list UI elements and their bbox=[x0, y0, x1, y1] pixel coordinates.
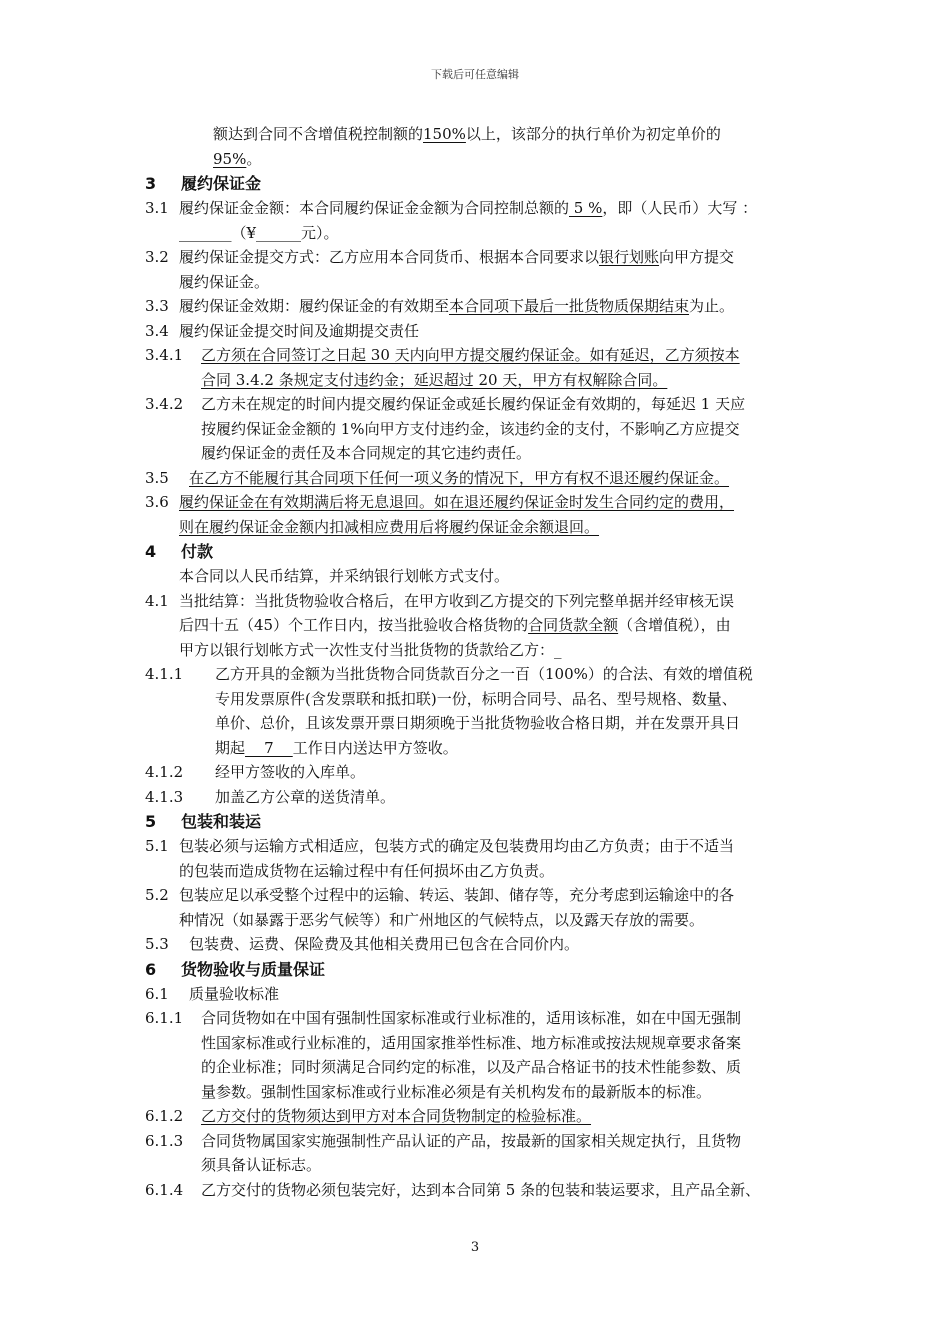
clause-4-1-3: 4.1.3 加盖乙方公章的送货清单。 bbox=[145, 787, 396, 806]
text-line: 单价、总价，且该发票开票日期须晚于当批货物验收合格日期，并在发票开具日 bbox=[215, 714, 741, 732]
text-line: 专用发票原件(含发票联和抵扣联)一份，标明合同号、品名、型号规格、数量、 bbox=[215, 689, 737, 708]
text-line: 期起 7 工作日内送达甲方签收。 bbox=[215, 738, 458, 757]
clause-3-4-2: 3.4.2 乙方未在规定的时间内提交履约保证金或延长履约保证金有效期的，每延迟 1 天应 bbox=[145, 395, 746, 413]
clause-6-1-1: 6.1.1 合同货物如在中国有强制性国家标准或行业标准的，适用该标准，如在中国无强制 bbox=[145, 1009, 742, 1027]
text-line: 的包装而造成货物在运输过程中有任何损坏由乙方负责。 bbox=[179, 861, 555, 880]
clause-5-1: 5.1 包装必须与运输方式相适应，包装方式的确定及包装费用均由乙方负责；由于不适当 bbox=[145, 837, 735, 855]
text-line: 合同 3.4.2 条规定支付违约金；延迟超过 20 天，甲方有权解除合同。 bbox=[201, 370, 668, 389]
text-line: 95%。 bbox=[213, 149, 262, 168]
text-line: 额达到合同不含增值税控制额的150%以上，该部分的执行单价为初定单价的 bbox=[213, 125, 721, 143]
clause-3-3: 3.3 履约保证金效期：履约保证金的有效期至本合同项下最后一批货物质保期结束为止。 bbox=[145, 297, 735, 315]
text-line: 甲方以银行划帐方式一次性支付当批货物的货款给乙方：_ bbox=[179, 640, 562, 659]
text-line: 按履约保证金金额的 1%向甲方支付违约金，该违约金的支付，不影响乙方应提交 bbox=[201, 419, 740, 438]
text-line: 量参数。强制性国家标准或行业标准必须是有关机构发布的最新版本的标准。 bbox=[201, 1082, 712, 1101]
clause-5-2: 5.2 包装应足以承受整个过程中的运输、转运、装卸、储存等，充分考虑到运输途中的各 bbox=[145, 886, 735, 904]
clause-3-1: 3.1 履约保证金金额：本合同履约保证金金额为合同控制总额的 5 %，即（人民币）大写 ： bbox=[145, 199, 758, 217]
section-heading-5: 5 包装和装运 bbox=[145, 812, 262, 831]
section-heading-6: 6 货物验收与质量保证 bbox=[145, 959, 326, 979]
clause-4-1: 4.1 当批结算：当批货物验收合格后，在甲方收到乙方提交的下列完整单据并经审核无误 bbox=[145, 591, 735, 610]
clause-6-1-4: 6.1.4 乙方交付的货物必须包装完好，达到本合同第 5 条的包装和装运要求，且产品全新、 bbox=[145, 1180, 761, 1199]
clause-3-4: 3.4 履约保证金提交时间及逾期提交责任 bbox=[145, 321, 420, 340]
clause-3-2: 3.2 履约保证金提交方式：乙方应用本合同货币、根据本合同要求以银行划账向甲方提交 bbox=[145, 248, 735, 266]
text-line: 则在履约保证金金额内扣减相应费用后将履约保证金余额退回。 bbox=[179, 517, 600, 536]
section-4-intro: 本合同以人民币结算，并采纳银行划帐方式支付。 bbox=[179, 567, 510, 585]
clause-3-4-1: 3.4.1 乙方须在合同签订之日起 30 天内向甲方提交履约保证金。如有延迟，乙方须按本 bbox=[145, 346, 740, 364]
clause-3-6: 3.6 履约保证金在有效期满后将无息退回。如在退还履约保证金时发生合同约定的费用， bbox=[145, 493, 735, 511]
clause-6-1-3: 6.1.3 合同货物属国家实施强制性产品认证的产品，按最新的国家相关规定执行，且货物 bbox=[145, 1131, 742, 1150]
page-number: 3 bbox=[470, 1240, 480, 1255]
clause-6-1: 6.1 质量验收标准 bbox=[145, 984, 280, 1003]
text-line: 履约保证金的责任及本合同规定的其它违约责任。 bbox=[201, 444, 532, 462]
clause-3-5: 3.5 在乙方不能履行其合同项下任何一项义务的情况下，甲方有权不退还履约保证金。 bbox=[145, 468, 730, 487]
clause-4-1-2: 4.1.2 经甲方签收的入库单。 bbox=[145, 763, 366, 781]
text-line: _______（¥______元）。 bbox=[179, 223, 339, 242]
clause-4-1-1: 4.1.1 乙方开具的金额为当批货物合同货款百分之一百（100%）的合法、有效的增值税 bbox=[145, 665, 753, 683]
text-line: 须具备认证标志。 bbox=[201, 1156, 322, 1174]
section-heading-4: 4 付款 bbox=[145, 542, 214, 561]
section-heading-3: 3 履约保证金 bbox=[145, 174, 262, 193]
text-line: 性国家标准或行业标准的，适用国家推举性标准、地方标准或按法规规章要求备案 bbox=[201, 1033, 742, 1052]
text-line: 后四十五（45）个工作日内，按当批验收合格货物的合同货款全额（含增值税），由 bbox=[179, 616, 731, 634]
text-line: 种情况（如暴露于恶劣气候等）和广州地区的气候特点，以及露天存放的需要。 bbox=[179, 910, 705, 929]
clause-5-3: 5.3 包装费、运费、保险费及其他相关费用已包含在合同价内。 bbox=[145, 935, 580, 953]
text-line: 履约保证金。 bbox=[179, 272, 270, 291]
page-header: 下载后可任意编辑 bbox=[431, 68, 519, 81]
text-line: 的企业标准；同时须满足合同约定的标准，以及产品合格证书的技术性能参数、质 bbox=[201, 1058, 742, 1076]
clause-6-1-2: 6.1.2 乙方交付的货物须达到甲方对本合同货物制定的检验标准。 bbox=[145, 1107, 592, 1125]
document-body bbox=[145, 122, 817, 1202]
